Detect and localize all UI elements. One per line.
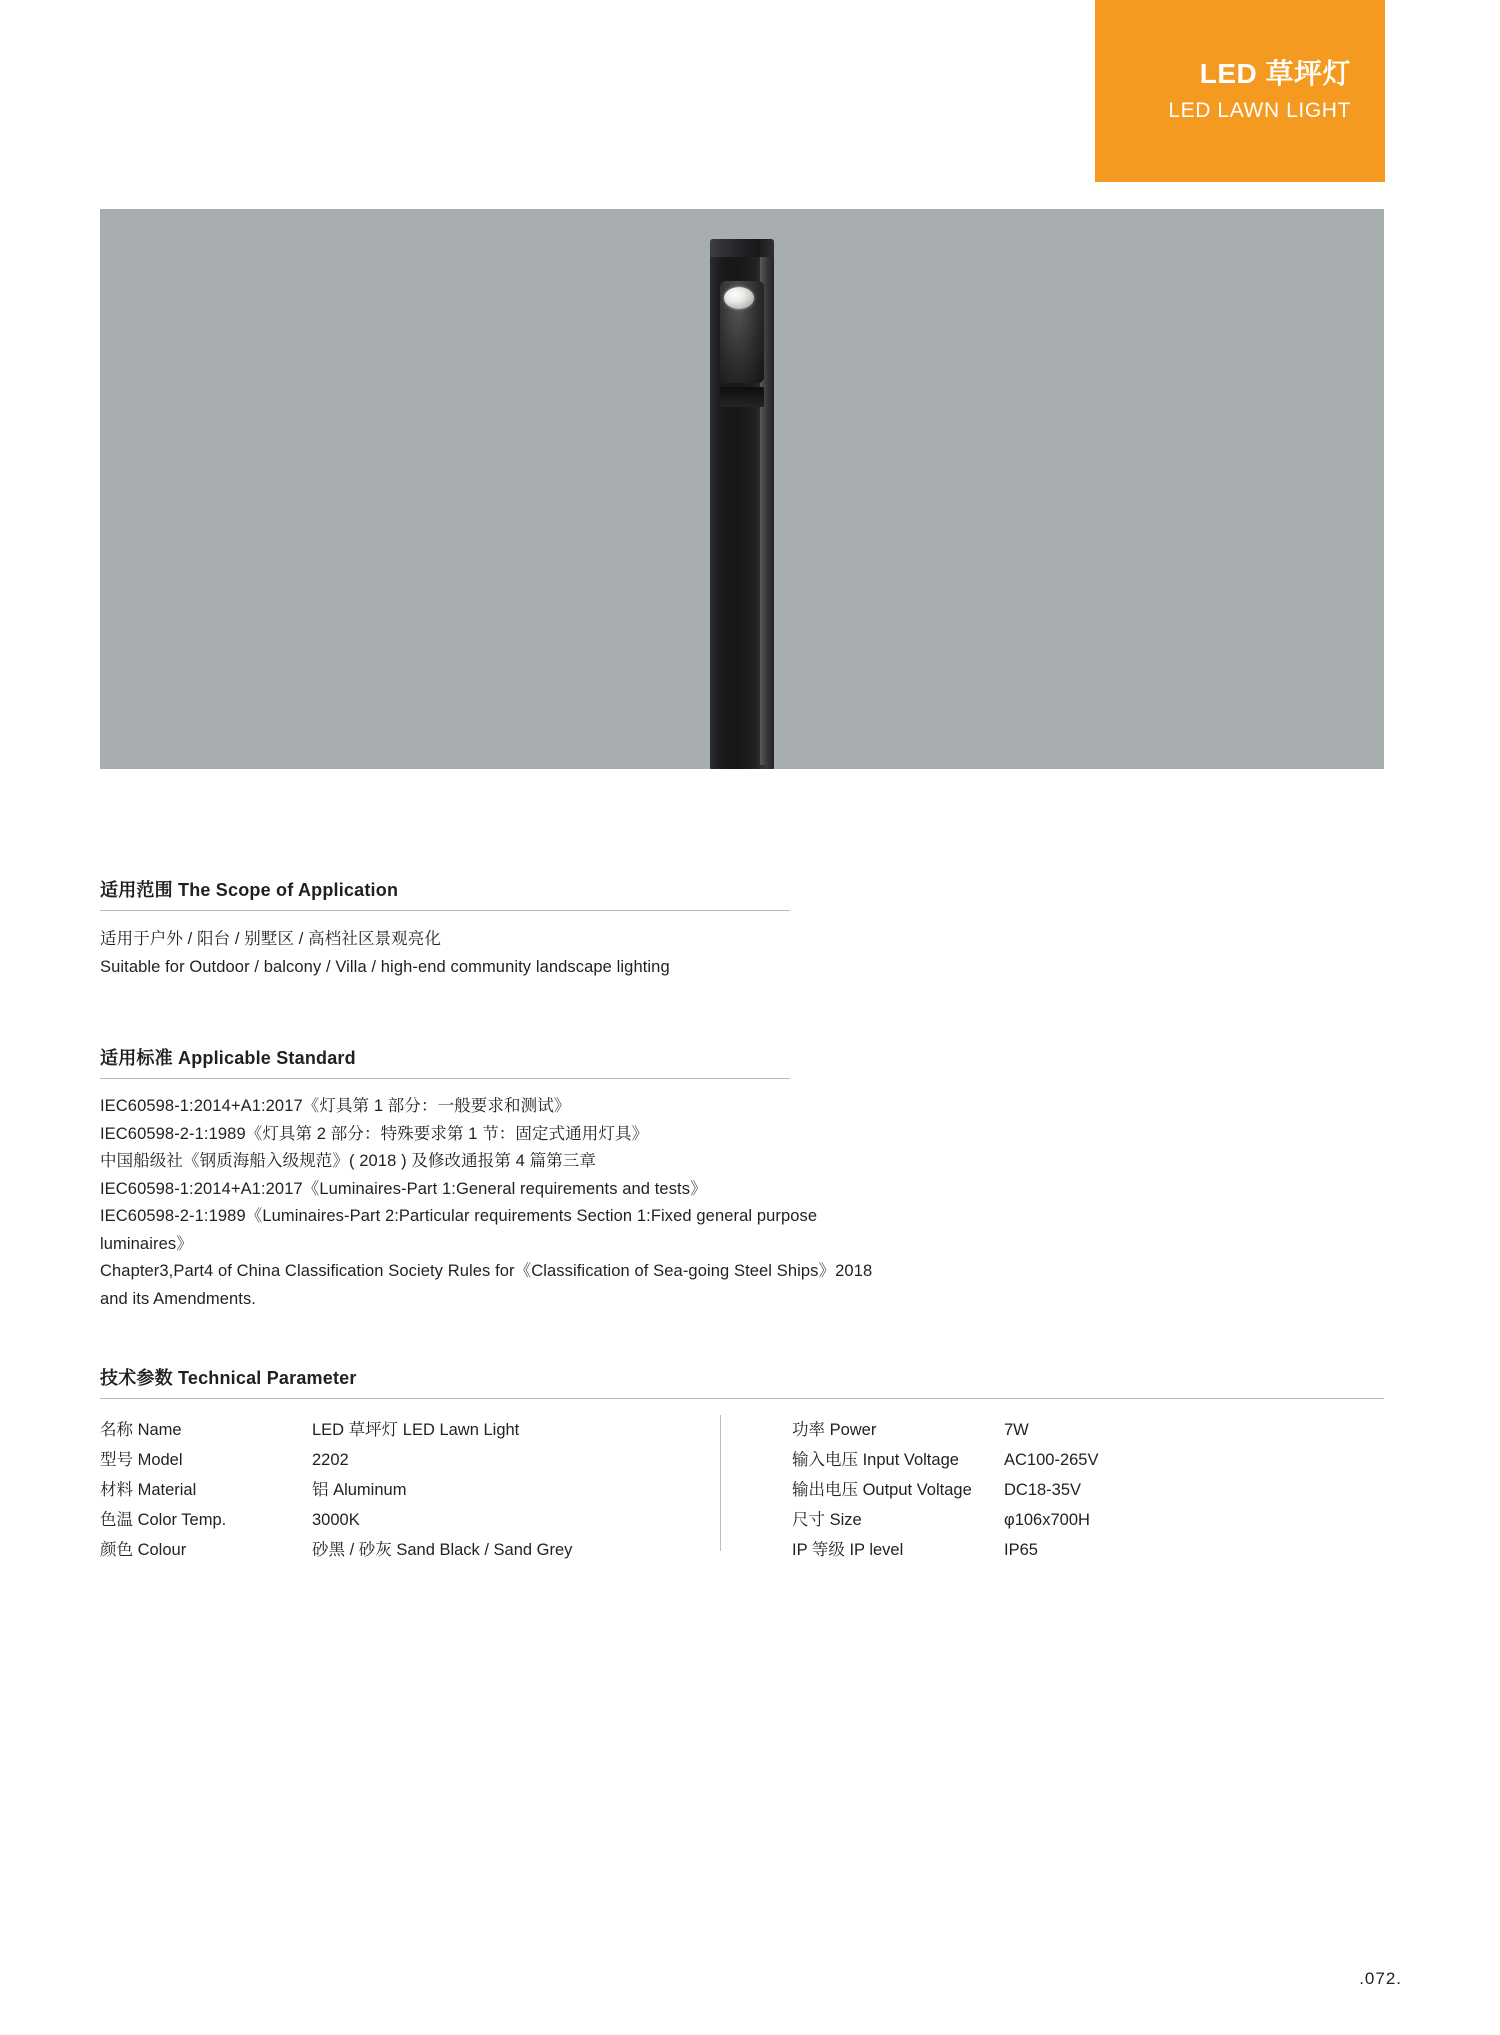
spec-label: 名称 Name	[100, 1421, 182, 1439]
spec-row	[792, 1445, 1320, 1475]
spec-row	[792, 1475, 1320, 1505]
spec-row	[792, 1505, 1320, 1535]
spec-label: 输入电压 Input Voltage	[792, 1451, 959, 1469]
spec-value: AC100-265V	[1004, 1451, 1099, 1469]
standard-line: IEC60598-2-1:1989《灯具第 2 部分：特殊要求第 1 节：固定式通用灯具》	[100, 1124, 649, 1143]
standard-body	[100, 1079, 890, 1313]
spec-value: IP65	[1004, 1541, 1038, 1559]
spec-value: DC18-35V	[1004, 1481, 1082, 1499]
spec-value: φ106x700H	[1004, 1511, 1090, 1529]
spec-column-divider	[720, 1415, 721, 1551]
spec-label: 颜色 Colour	[100, 1541, 187, 1559]
spec-label: 输出电压 Output Voltage	[792, 1481, 972, 1499]
spec-label: 尺寸 Size	[792, 1511, 862, 1529]
product-photo	[100, 209, 1384, 769]
lamp-lower-slot	[720, 387, 764, 407]
scope-line-cn: 适用于户外 / 阳台 / 别墅区 / 高档社区景观亮化	[100, 930, 441, 948]
scope-heading: 适用范围 The Scope of Application	[100, 880, 399, 900]
spec-value: 7W	[1004, 1421, 1029, 1439]
spec-value: LED 草坪灯 LED Lawn Light	[312, 1421, 520, 1439]
spec-column-right	[720, 1415, 1320, 1565]
header-title-en: LED LAWN LIGHT	[1168, 98, 1351, 122]
spec-value: 2202	[312, 1451, 349, 1469]
header-title-cn: LED 草坪灯	[1199, 57, 1351, 89]
technical-heading: 技术参数 Technical Parameter	[100, 1368, 357, 1388]
lamp-top-cap	[710, 239, 774, 257]
spec-row	[792, 1415, 1320, 1445]
spec-row	[100, 1505, 720, 1535]
spec-label: 材料 Material	[100, 1481, 197, 1499]
spec-label: 功率 Power	[792, 1421, 877, 1439]
standard-line: IEC60598-1:2014+A1:2017《灯具第 1 部分：一般要求和测试》	[100, 1097, 571, 1115]
technical-parameter-section	[100, 1364, 1384, 1565]
spec-row	[100, 1475, 720, 1505]
spec-row	[100, 1535, 720, 1565]
page-number: .072.	[1359, 1969, 1402, 1988]
scope-of-application-section	[100, 876, 890, 981]
applicable-standard-section	[100, 1044, 890, 1313]
spec-table	[100, 1399, 1384, 1565]
lawn-light-illustration	[698, 239, 786, 769]
spec-column-left	[100, 1415, 720, 1565]
standard-line: Chapter3,Part4 of China Classification Society Rules for《Classification of Sea-going Steel Ships》2018 and its Amendments.	[100, 1262, 873, 1308]
spec-label: IP 等级 IP level	[792, 1541, 904, 1559]
spec-value: 铝 Aluminum	[312, 1481, 407, 1499]
scope-body	[100, 911, 890, 981]
standard-heading: 适用标准 Applicable Standard	[100, 1048, 356, 1068]
spec-value: 砂黑 / 砂灰 Sand Black / Sand Grey	[312, 1541, 573, 1559]
spec-label: 色温 Color Temp.	[100, 1511, 227, 1529]
scope-line-en: Suitable for Outdoor / balcony / Villa / high-end community landscape lighting	[100, 958, 670, 976]
standard-line: 中国船级社《钢质海船入级规范》( 2018 ) 及修改通报第 4 篇第三章	[100, 1152, 596, 1170]
page-header-banner	[1095, 0, 1385, 182]
spec-label: 型号 Model	[100, 1451, 183, 1469]
lamp-lens	[724, 287, 754, 309]
spec-row	[792, 1535, 1320, 1565]
spec-row	[100, 1445, 720, 1475]
spec-row	[100, 1415, 720, 1445]
spec-value: 3000K	[312, 1511, 360, 1529]
standard-line: IEC60598-1:2014+A1:2017《Luminaires-Part 1:General requirements and tests》	[100, 1179, 707, 1198]
standard-line: IEC60598-2-1:1989《Luminaires-Part 2:Particular requirements Section 1:Fixed general purpose luminaires》	[100, 1207, 818, 1253]
